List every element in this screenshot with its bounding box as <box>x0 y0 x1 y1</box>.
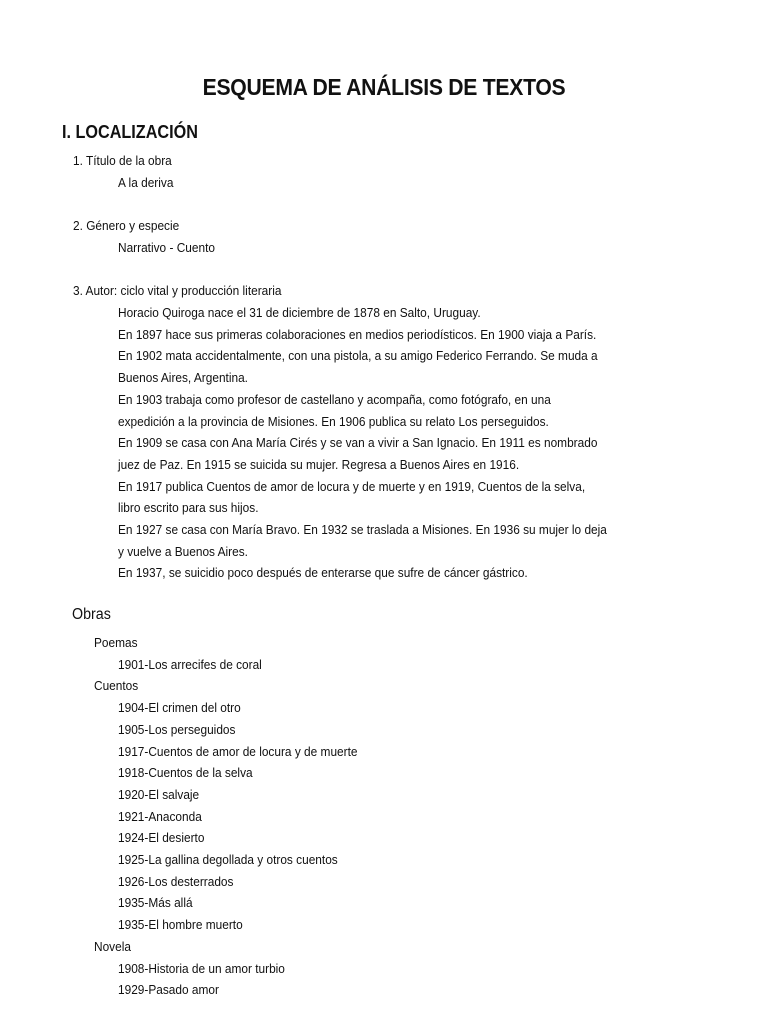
work-item: 1917-Cuentos de amor de locura y de muerte <box>118 743 358 759</box>
bio-line: y vuelve a Buenos Aires. <box>118 543 248 559</box>
work-item: 1926-Los desterrados <box>118 873 234 889</box>
work-item: 1924-El desierto <box>118 830 205 846</box>
work-item: 1935-El hombre muerto <box>118 917 243 933</box>
item-line: Narrativo - Cuento <box>118 240 215 255</box>
bio-line: En 1927 se casa con María Bravo. En 1932 se traslada a Misiones. En 1936 su mujer lo deja <box>118 522 607 537</box>
work-item: 1908-Historia de un amor turbio <box>118 960 285 976</box>
document-title: ESQUEMA DE ANÁLISIS DE TEXTOS <box>202 74 566 100</box>
obras-category: Cuentos <box>94 678 139 694</box>
bio-line: En 1903 trabaja como profesor de castellano y acompaña, como fotógrafo, en una <box>118 391 551 407</box>
bio-line: En 1937, se suicidio poco después de enterarse que sufre de cáncer gástrico. <box>118 565 528 581</box>
work-item: 1929-Pasado amor <box>118 982 219 998</box>
work-item: 1918-Cuentos de la selva <box>118 765 253 781</box>
bio-line: libro escrito para sus hijos. <box>118 500 259 516</box>
work-item: 1920-El salvaje <box>118 786 200 802</box>
bio-line: En 1909 se casa con Ana María Cirés y se van a vivir a San Ignacio. En 1911 es nombrado <box>118 435 598 451</box>
obras-category: Poemas <box>94 635 138 650</box>
bio-line: juez de Paz. En 1915 se suicida su mujer. Regresa a Buenos Aires en 1916. <box>118 456 520 472</box>
item-heading: 1. Título de la obra <box>73 153 172 168</box>
bio-line: En 1897 hace sus primeras colaboraciones en medios periodísticos. En 1900 viaja a París. <box>118 326 597 342</box>
work-item: 1905-Los perseguidos <box>118 721 236 737</box>
bio-line: En 1917 publica Cuentos de amor de locura y de muerte y en 1919, Cuentos de la selva, <box>118 478 586 494</box>
work-item: 1904-El crimen del otro <box>118 700 241 716</box>
item-heading: 2. Género y especie <box>73 218 180 233</box>
item-heading: 3. Autor: ciclo vital y producción literaria <box>73 283 282 298</box>
bio-line: Buenos Aires, Argentina. <box>118 370 248 386</box>
section-heading: I. LOCALIZACIÓN <box>62 122 198 142</box>
item-line: A la deriva <box>118 175 174 190</box>
bio-line: Horacio Quiroga nace el 31 de diciembre de 1878 en Salto, Uruguay. <box>118 305 481 320</box>
work-item: 1935-Más allá <box>118 895 193 911</box>
obras-category: Novela <box>94 938 131 954</box>
bio-line: En 1902 mata accidentalmente, con una pistola, a su amigo Federico Ferrando. Se muda a <box>118 348 598 364</box>
work-item: 1921-Anaconda <box>118 808 202 824</box>
work-item: 1901-Los arrecifes de coral <box>118 656 262 672</box>
work-item: 1925-La gallina degollada y otros cuentos <box>118 852 338 867</box>
obras-heading: Obras <box>72 606 111 623</box>
bio-line: expedición a la provincia de Misiones. En 1906 publica su relato Los perseguidos. <box>118 413 549 429</box>
